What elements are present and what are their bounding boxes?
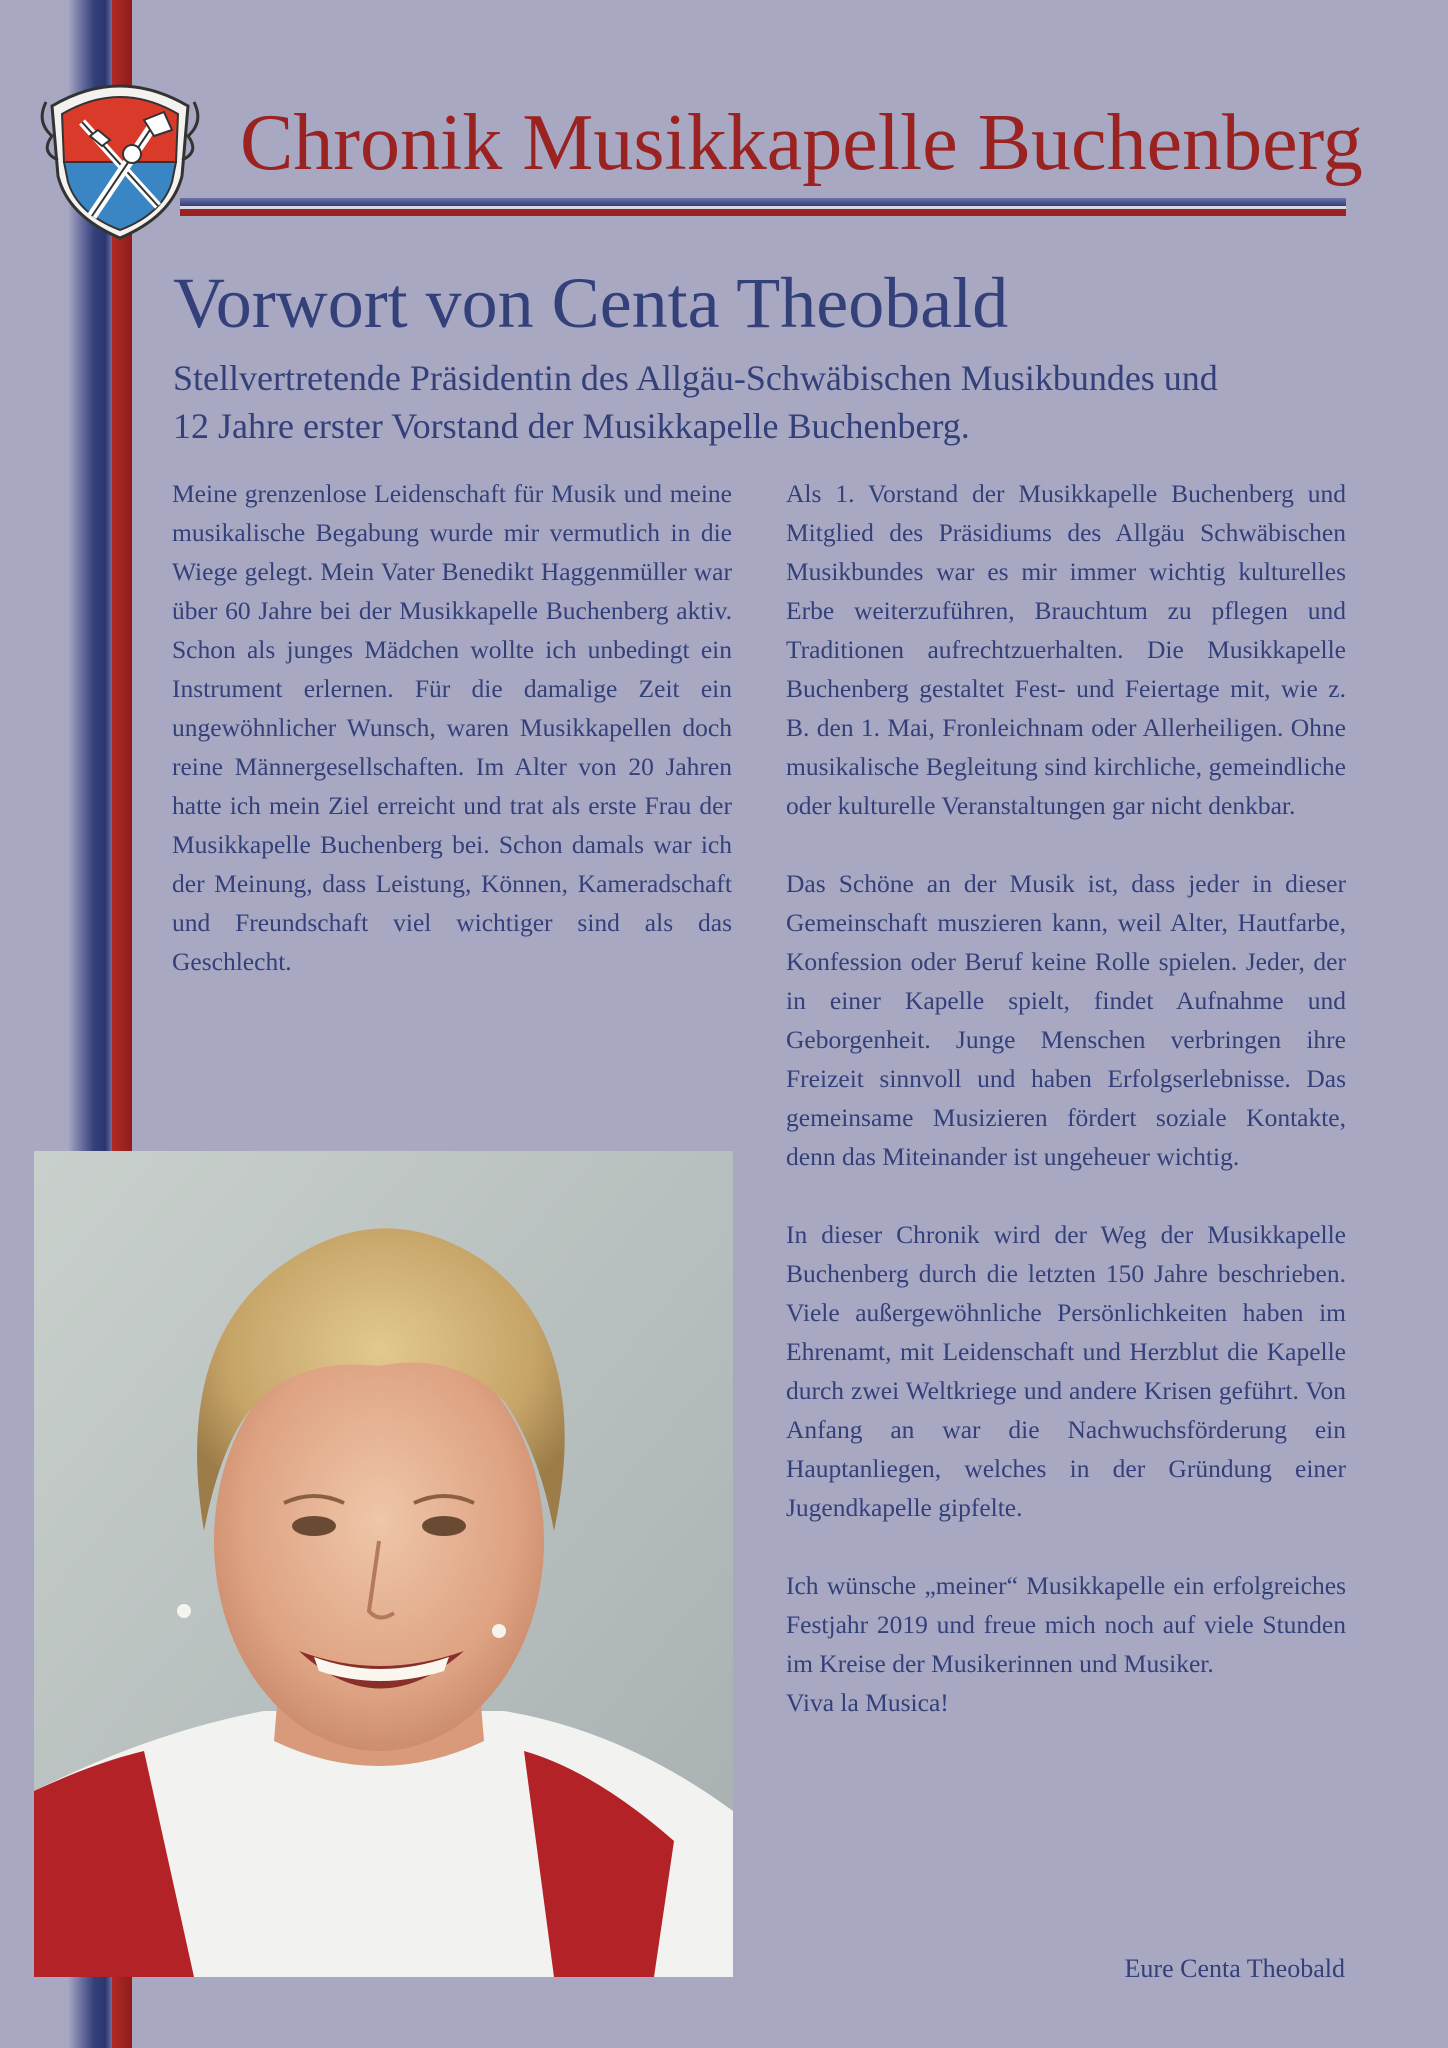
right-paragraph-1: Als 1. Vorstand der Musikkapelle Buchenberg und Mitglied des Präsidiums des Allgäu Schwäbischen Musikbundes war es mir immer wichtig kulturelles Erbe weiterzuführen, Brauchtum zu pflegen und Traditionen aufrechtzuerhalten. Die Musikkapelle Buchenberg gestaltet Fest- und Feiertage mit, wie z. B. den 1. Mai, Fronleichnam oder Allerheiligen. Ohne musikalische Begleitung sind kirchliche, gemeindliche oder kulturelle Veranstaltungen gar nicht denkbar. bbox=[786, 479, 1346, 820]
right-paragraph-3: In dieser Chronik wird der Weg der Musikkapelle Buchenberg durch die letzten 150 Jahre beschrieben. Viele außergewöhnliche Persönlichkeiten haben im Ehrenamt, mit Leidenschaft und Herzblut die Kapelle durch zwei Weltkriege und andere Krisen geführt. Von Anfang an war die Nachwuchsförderung ein Hauptanliegen, welches in der Gründung einer Jugendkapelle gipfelte. bbox=[786, 1220, 1346, 1522]
right-text-column bbox=[786, 474, 1346, 1722]
closing-line: Viva la Musica! bbox=[786, 1688, 949, 1717]
article-subtitle bbox=[173, 354, 1353, 450]
signature: Eure Centa Theobald bbox=[1124, 1954, 1345, 1983]
right-paragraph-2: Das Schöne an der Musik ist, dass jeder in dieser Gemeinschaft muszieren kann, weil Alter, Hautfarbe, Konfession oder Beruf keine Rolle spielen. Jeder, der in einer Kapelle spielt, findet Aufnahme und Geborgenheit. Junge Menschen verbringen ihre Freizeit sinnvoll und haben Erfolgserlebnisse. Das gemeinsame Musizieren fördert soziale Kontakte, denn das Miteinander ist ungeheuer wichtig. bbox=[786, 869, 1346, 1171]
subtitle-line-1: Stellvertretende Präsidentin des Allgäu-Schwäbischen Musikbundes und bbox=[173, 358, 1218, 398]
header-rule bbox=[180, 198, 1346, 222]
article-heading: Vorwort von Centa Theobald bbox=[173, 263, 1009, 343]
left-paragraph: Meine grenzenlose Leidenschaft für Musik und meine musikalische Begabung wurde mir vermutlich in die Wiege gelegt. Mein Vater Benedikt Haggenmüller war über 60 Jahre bei der Musikkapelle Buchenberg aktiv. Schon als junges Mädchen wollte ich unbedingt ein Instrument erlernen. Für die damalige Zeit ein ungewöhnlicher Wunsch, waren Musikkapellen doch reine Männergesellschaften. Im Alter von 20 Jahren hatte ich mein Ziel erreicht und trat als erste Frau der Musikkapelle Buchenberg bei. Schon damals war ich der Meinung, dass Leistung, Können, Kameradschaft und Freundschaft viel wichtiger sind als das Geschlecht. bbox=[172, 479, 732, 976]
right-paragraph-4: Ich wünsche „meiner“ Musikkapelle ein erfolgreiches Festjahr 2019 und freue mich noch auf viele Stunden im Kreise der Musikerinnen und Musiker. bbox=[786, 1571, 1346, 1678]
left-text-column bbox=[172, 474, 732, 981]
chronicle-title: Chronik Musikkapelle Buchenberg bbox=[240, 99, 1363, 187]
subtitle-line-2: 12 Jahre erster Vorstand der Musikkapelle Buchenberg. bbox=[173, 406, 970, 446]
portrait-photo bbox=[34, 1151, 733, 1977]
